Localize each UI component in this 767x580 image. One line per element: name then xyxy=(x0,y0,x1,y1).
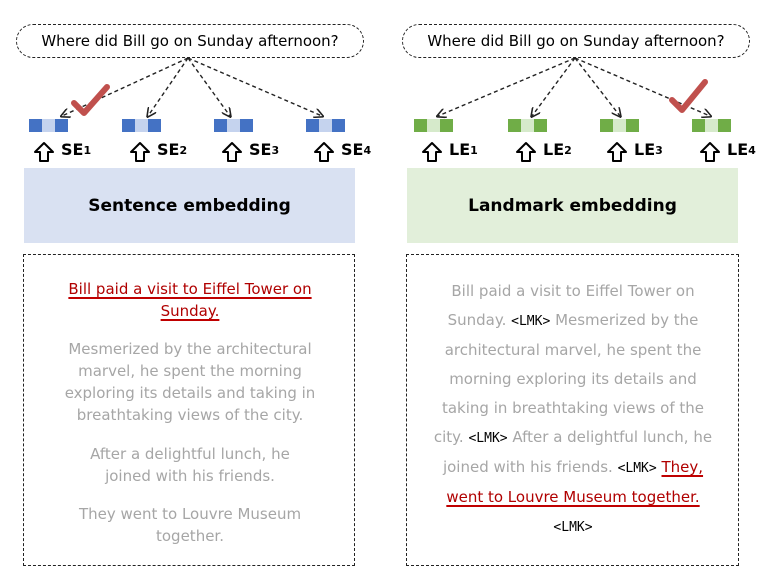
up-arrow-icon xyxy=(515,141,537,163)
le-label-4: LE $_4$ xyxy=(699,140,756,163)
attention-arrows xyxy=(0,0,767,140)
arrow-le3 xyxy=(575,58,620,116)
left-sentence-2: Mesmerized by the architectural marvel, he spent the morning exploring its details and taking in breathtaking views of the city. xyxy=(64,340,316,424)
landmark-token-1: <LMK> xyxy=(511,314,551,329)
left-sentence-1: Bill paid a visit to Eiffel Tower on Sunday. xyxy=(68,280,312,320)
up-arrow-icon xyxy=(33,141,55,163)
se-label-1: SE $_1$ xyxy=(33,140,91,163)
sentence-embedding-title: Sentence embedding xyxy=(88,195,291,216)
up-arrow-icon xyxy=(313,141,335,163)
sentence-embedding-vector-2 xyxy=(122,119,161,132)
sentence-embedding-vector-4 xyxy=(306,119,345,132)
check-icon-left xyxy=(74,87,107,113)
landmark-token-4: <LMK> xyxy=(553,520,593,535)
sentence-embedding-vector-1 xyxy=(29,119,68,132)
up-arrow-icon xyxy=(699,141,721,163)
left-sentence-4: They went to Louvre Museum together. xyxy=(78,505,302,545)
le-label-3: LE $_3$ xyxy=(606,140,663,163)
se-label-3: SE $_3$ xyxy=(221,140,279,163)
landmark-embedding-vector-2 xyxy=(508,119,547,132)
right-sentence-4: They, went to Louvre Museum together. xyxy=(446,458,704,506)
up-arrow-icon xyxy=(421,141,443,163)
le-label-1: LE $_1$ xyxy=(421,140,478,163)
up-arrow-icon xyxy=(129,141,151,163)
question-text-right: Where did Bill go on Sunday afternoon? xyxy=(427,32,725,50)
sentence-embedding-band xyxy=(24,168,355,243)
landmark-embedding-vector-3 xyxy=(600,119,639,132)
landmark-token-3: <LMK> xyxy=(617,461,657,476)
landmark-token-2: <LMK> xyxy=(468,431,508,446)
sentence-embedding-vector-3 xyxy=(214,119,253,132)
landmark-embedding-vector-4 xyxy=(692,119,731,132)
up-arrow-icon xyxy=(221,141,243,163)
arrow-le1 xyxy=(438,58,575,116)
right-sentence-2: Mesmerized by the architectural marvel, he spent the morning exploring its details and taking in breathtaking views of the city. xyxy=(433,311,705,446)
right-sentence-1: Bill paid a visit to Eiffel Tower on Sunday. xyxy=(447,282,695,329)
up-arrow-icon xyxy=(606,141,628,163)
arrow-le4 xyxy=(575,58,710,116)
se-label-2: SE $_2$ xyxy=(129,140,187,163)
right-text-block xyxy=(426,277,720,542)
check-icon-right xyxy=(672,82,705,110)
left-sentence-3: After a delightful lunch, he joined with his friends. xyxy=(90,445,290,485)
arrow-se4 xyxy=(188,58,322,116)
right-sentence-3: After a delightful lunch, he joined with his friends. xyxy=(442,428,713,476)
le-label-2: LE $_2$ xyxy=(515,140,572,163)
landmark-embedding-title: Landmark embedding xyxy=(468,195,677,216)
landmark-embedding-vector-1 xyxy=(414,119,453,132)
se-label-4: SE $_4$ xyxy=(313,140,371,163)
landmark-embedding-band xyxy=(407,168,738,243)
question-text-left: Where did Bill go on Sunday afternoon? xyxy=(41,32,339,50)
